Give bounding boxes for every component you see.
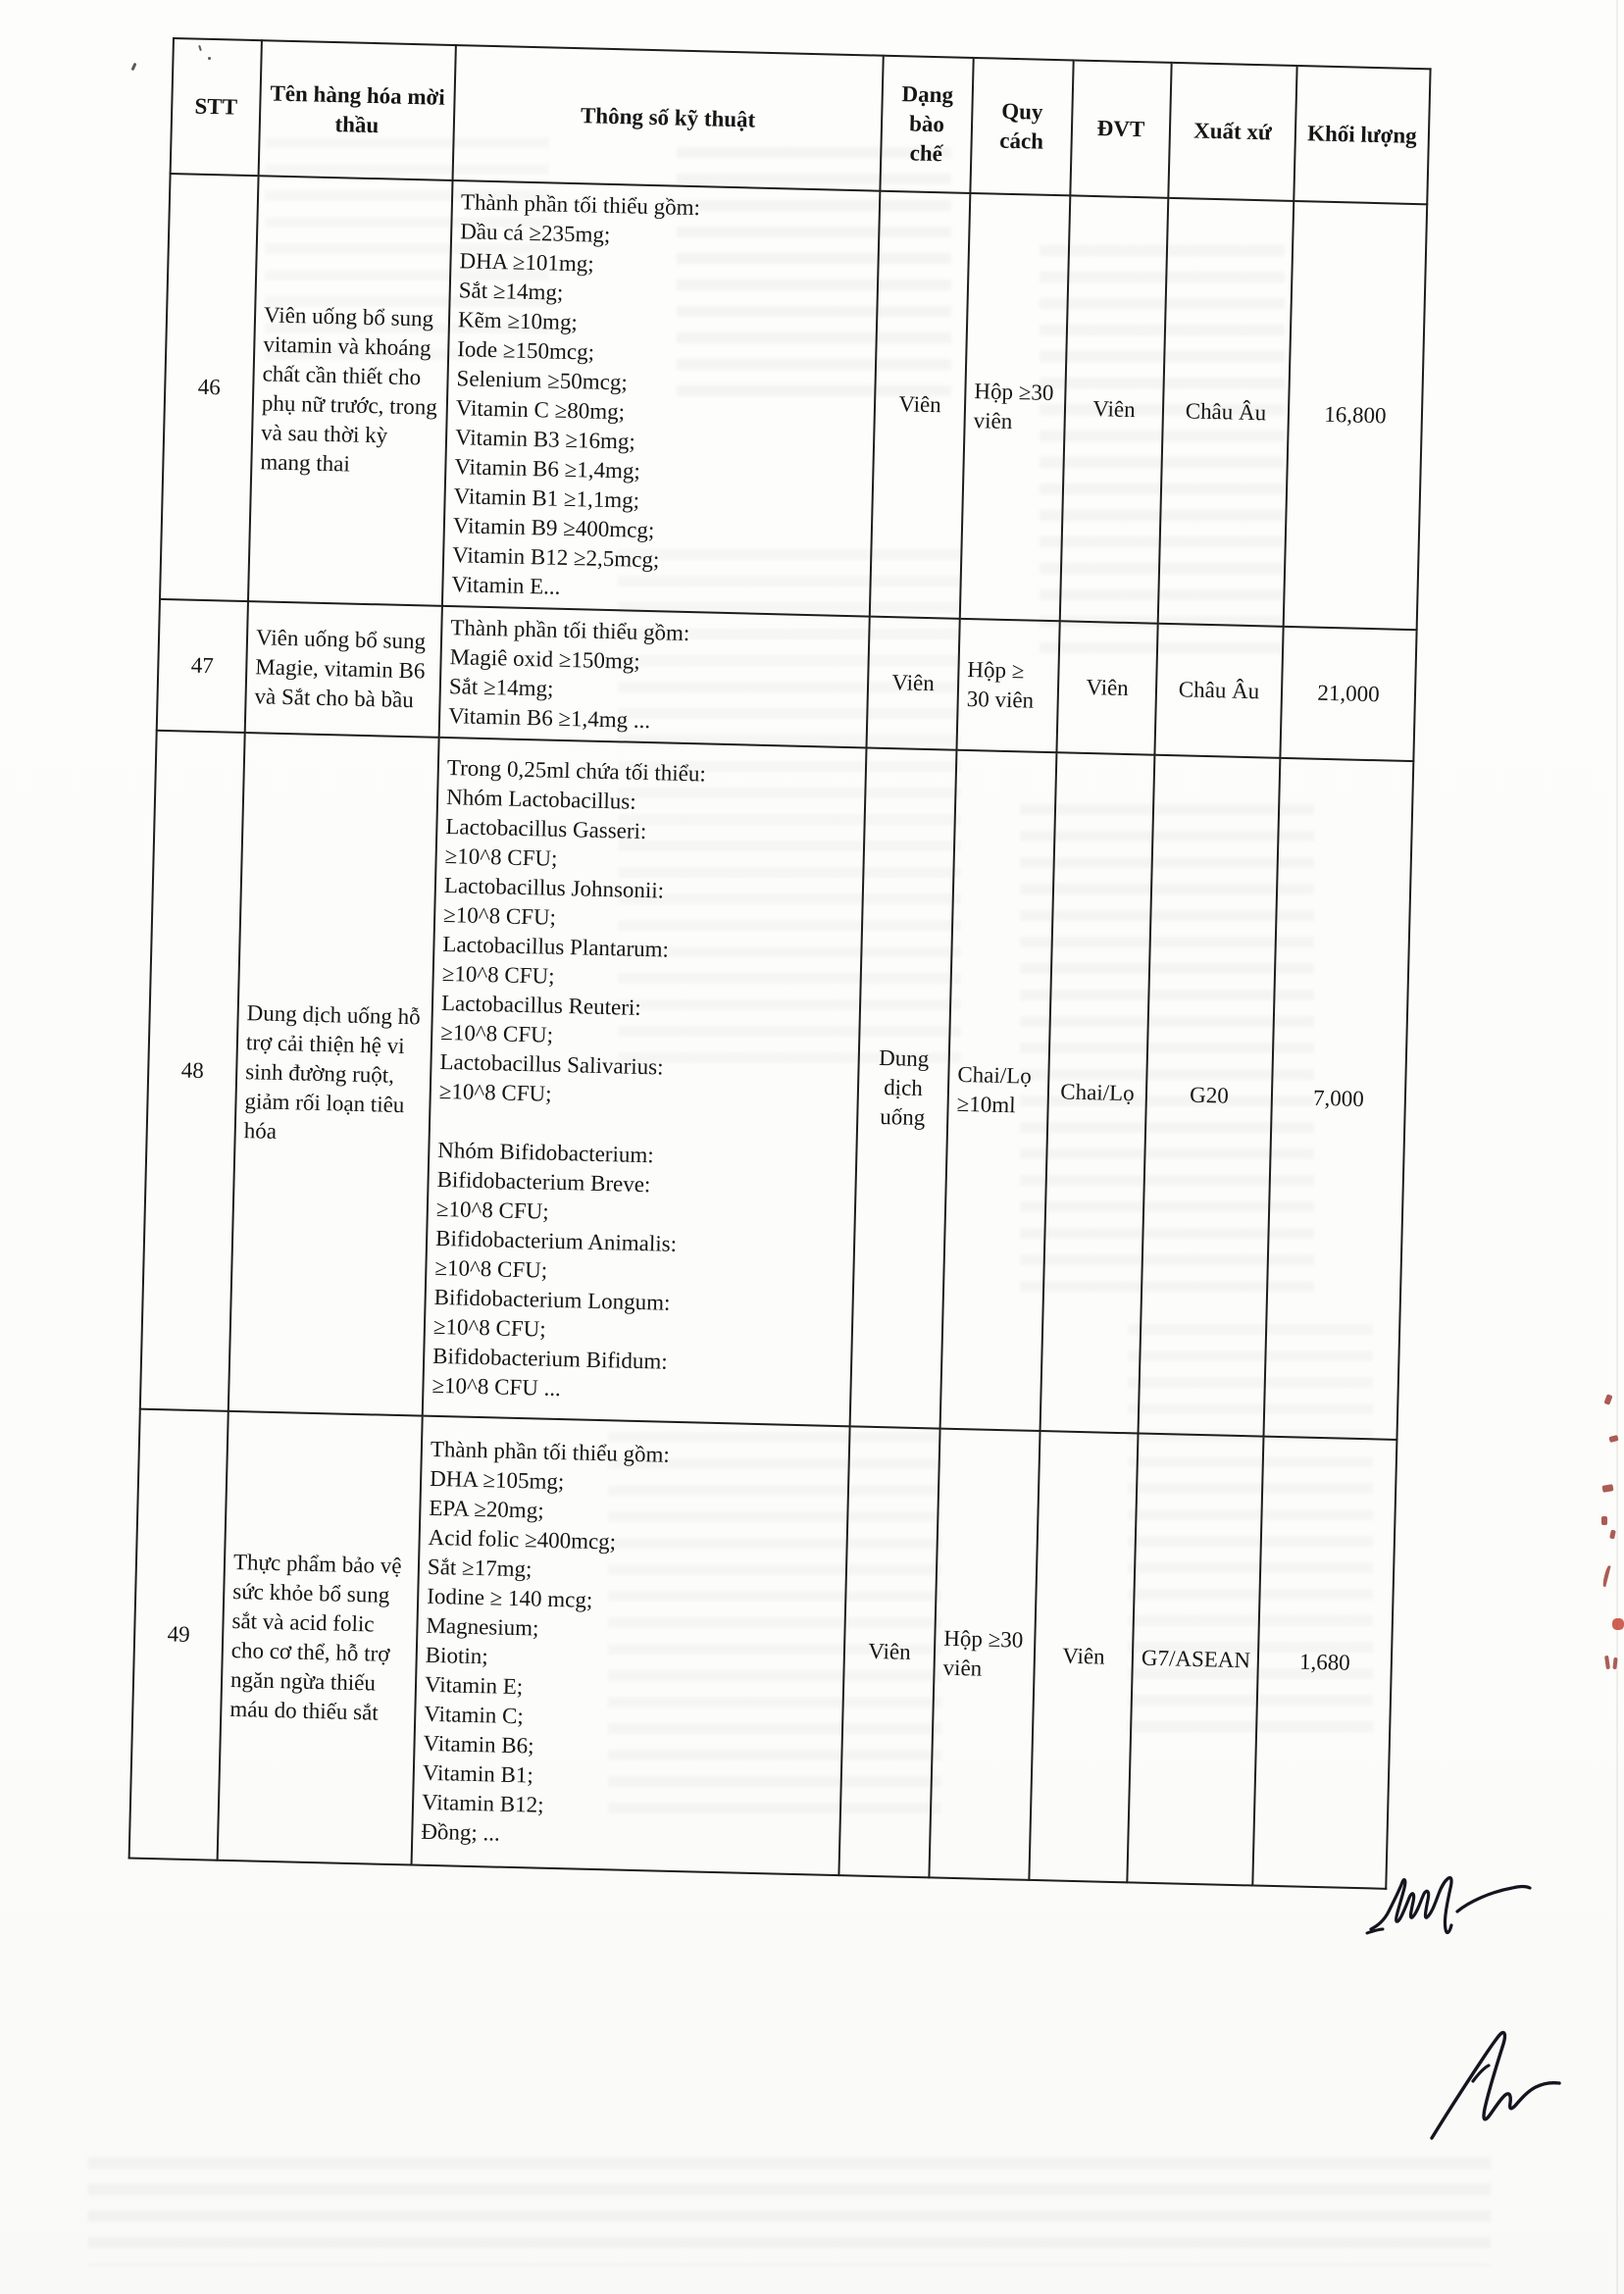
cell-specs: Trong 0,25ml chứa tối thiểu: Nhóm Lactobacillus: Lactobacillus Gasseri: ≥10^8 CFU; Lactobacillus Johnsonii: ≥10^8 CFU; Lactobacillus Plantarum: ≥10^8 CFU; Lactobacillus Reuteri: ≥10^8 CFU; Lactobacillus Salivarius: ≥10^8 CFU; Nhóm Bifidobacterium: Bifidobacterium Breve: ≥10^8 CFU; Bifidobacterium Animalis: ≥10^8 CFU; Bifidobacterium Longum: ≥10^8 CFU; Bifidobacterium Bifidum: ≥10^8 CFU ... — [423, 738, 867, 1426]
cell-origin: Châu Âu — [1158, 198, 1294, 627]
red-mark — [1601, 1484, 1613, 1493]
handwritten-signature-lower — [1424, 2028, 1571, 2146]
cell-packing: Hộp ≥30 viên — [960, 193, 1071, 621]
cell-stt: 46 — [160, 174, 259, 601]
red-mark — [1612, 1618, 1624, 1630]
bleed-through-artifact — [88, 2158, 1491, 2266]
col-header-form: Dạng bào chế — [880, 56, 973, 193]
cell-unit: Viên — [1056, 621, 1157, 754]
red-mark — [1601, 1565, 1610, 1587]
cell-origin: G20 — [1139, 755, 1281, 1437]
handwritten-signature-upper — [1363, 1868, 1549, 1952]
col-header-unit: ĐVT — [1070, 60, 1171, 197]
cell-item-name: Viên uống bổ sung vitamin và khoáng chất cần thiết cho phụ nữ trước, trong và sau thời kỳ mang thai — [248, 176, 453, 606]
cell-stt: 49 — [129, 1409, 228, 1861]
table-row-46 — [160, 174, 1427, 630]
cell-quantity: 21,000 — [1280, 627, 1416, 761]
cell-quantity: 1,680 — [1252, 1437, 1396, 1889]
table-row-48 — [140, 731, 1414, 1440]
red-mark — [1601, 1516, 1607, 1525]
cell-form: Viên — [838, 1426, 939, 1877]
cell-packing: Hộp ≥ 30 viên — [956, 619, 1059, 752]
col-header-origin: Xuất xứ — [1168, 63, 1296, 201]
cell-packing: Chai/Lọ ≥10ml — [940, 750, 1057, 1431]
cell-specs: Thành phần tối thiểu gồm: Magiê oxid ≥150mg; Sắt ≥14mg; Vitamin B6 ≥1,4mg ... — [439, 606, 870, 748]
cell-specs: Thành phần tối thiểu gồm: DHA ≥105mg; EPA ≥20mg; Acid folic ≥400mcg; Sắt ≥17mg; Iodine ≥ 140 mcg; Magnesium; Biotin; Vitamin E; Vitamin C; Vitamin B6; Vitamin B1; Vitamin B12; Đồng; ... — [412, 1416, 850, 1876]
col-header-stt: STT — [171, 38, 262, 176]
cell-unit: Viên — [1060, 195, 1169, 623]
cell-stt: 48 — [140, 731, 245, 1411]
bid-items-table — [128, 37, 1430, 1890]
cell-form: Viên — [870, 191, 971, 619]
cell-unit: Viên — [1029, 1431, 1138, 1882]
cell-item-name: Viên uống bổ sung Magie, vitamin B6 và Sắt cho bà bầu — [245, 601, 442, 738]
cell-form: Viên — [867, 617, 960, 750]
table-row-49 — [129, 1409, 1397, 1889]
col-header-item-name: Tên hàng hóa mời thầu — [259, 40, 456, 180]
col-header-specs: Thông số kỹ thuật — [453, 45, 884, 191]
cell-stt: 47 — [157, 599, 248, 733]
col-header-packing: Quy cách — [970, 58, 1073, 195]
red-mark — [1609, 1530, 1616, 1540]
red-mark — [1604, 1656, 1610, 1669]
red-mark — [1603, 1394, 1612, 1404]
cell-origin: G7/ASEAN — [1127, 1433, 1263, 1885]
cell-unit: Chai/Lọ — [1040, 752, 1155, 1433]
cell-item-name: Thực phẩm bảo vệ sức khỏe bổ sung sắt và acid folic cho cơ thể, hỗ trợ ngăn ngừa thiếu máu do thiếu sắt — [218, 1411, 423, 1865]
page-edge-line — [1616, 0, 1618, 2294]
cell-quantity: 16,800 — [1284, 201, 1428, 630]
cell-quantity: 7,000 — [1263, 758, 1413, 1440]
col-header-quantity: Khối lượng — [1294, 66, 1430, 204]
pencil-mark — [131, 63, 137, 72]
cell-origin: Châu Âu — [1154, 624, 1283, 758]
cell-packing: Hộp ≥30 viên — [929, 1429, 1040, 1880]
cell-specs: Thành phần tối thiểu gồm: Dầu cá ≥235mg; DHA ≥101mg; Sắt ≥14mg; Kẽm ≥10mg; Iode ≥150mcg; Selenium ≥50mcg; Vitamin C ≥80mg; Vitamin B3 ≥16mg; Vitamin B6 ≥1,4mg; Vitamin B1 ≥1,1mg; Vitamin B9 ≥400mcg; Vitamin B12 ≥2,5mcg; Vitamin E... — [442, 180, 880, 617]
cell-item-name: Dung dịch uống hỗ trợ cải thiện hệ vi sinh đường ruột, giảm rối loạn tiêu hóa — [228, 733, 439, 1416]
cell-form: Dung dịch uống — [850, 748, 957, 1429]
